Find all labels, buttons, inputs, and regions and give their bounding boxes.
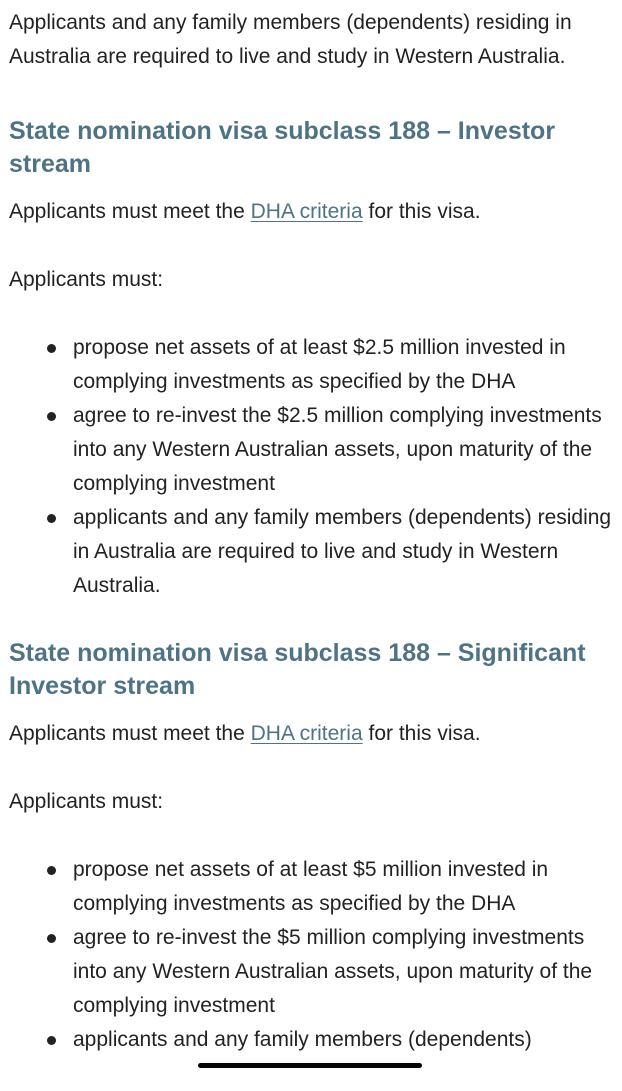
bullet-dot — [47, 1036, 56, 1045]
list-item — [9, 1023, 613, 1057]
dha-criteria-link[interactable]: DHA criteria — [250, 200, 363, 223]
applicants-must-label: Applicants must: — [9, 268, 164, 291]
significant-investor-stream-section — [9, 637, 613, 1057]
section-heading: State nomination visa subclass 188 – Significant Investor stream — [9, 639, 586, 700]
list-item — [9, 921, 613, 1023]
list-item-text: propose net assets of at least $2.5 million invested in complying investments as specified by the DHA — [73, 336, 566, 393]
bullet-dot — [47, 514, 56, 523]
list-item — [9, 853, 613, 921]
list-item-text: agree to re-invest the $5 million complying investments into any Western Australian assets, upon maturity of the complying investment — [73, 926, 593, 1017]
list-item — [9, 399, 613, 501]
dha-criteria-link[interactable]: DHA criteria — [250, 722, 363, 745]
section-heading: State nomination visa subclass 188 – Investor stream — [9, 117, 556, 178]
bullet-dot — [47, 866, 56, 875]
criteria-text-before: Applicants must meet the — [9, 722, 251, 745]
list-item — [9, 501, 613, 603]
bullet-dot — [47, 412, 56, 421]
bullet-dot — [47, 344, 56, 353]
investor-stream-section — [9, 115, 613, 603]
criteria-text-after: for this visa. — [362, 722, 481, 745]
list-item-text: propose net assets of at least $5 million invested in complying investments as specified by the DHA — [73, 858, 549, 915]
criteria-text-after: for this visa. — [362, 200, 481, 223]
list-item — [9, 331, 613, 399]
bullet-dot — [47, 934, 56, 943]
list-item-text: agree to re-invest the $2.5 million complying investments into any Western Australian assets, upon maturity of the complying investment — [73, 404, 602, 495]
scribble-underline-mark — [198, 1063, 422, 1068]
list-item-text: applicants and any family members (dependents) — [73, 1028, 532, 1051]
requirements-list — [9, 331, 613, 603]
requirements-list — [9, 853, 613, 1057]
criteria-paragraph — [9, 195, 613, 229]
applicants-must-label: Applicants must: — [9, 790, 164, 813]
page-content — [9, 6, 613, 1091]
list-item-text: applicants and any family members (dependents) residing in Australia are required to live and study in Western Australia. — [73, 506, 612, 597]
intro-paragraph: Applicants and any family members (dependents) residing in Australia are required to live and study in Western Australia. — [9, 11, 572, 68]
criteria-text-before: Applicants must meet the — [9, 200, 251, 223]
criteria-paragraph — [9, 717, 613, 751]
